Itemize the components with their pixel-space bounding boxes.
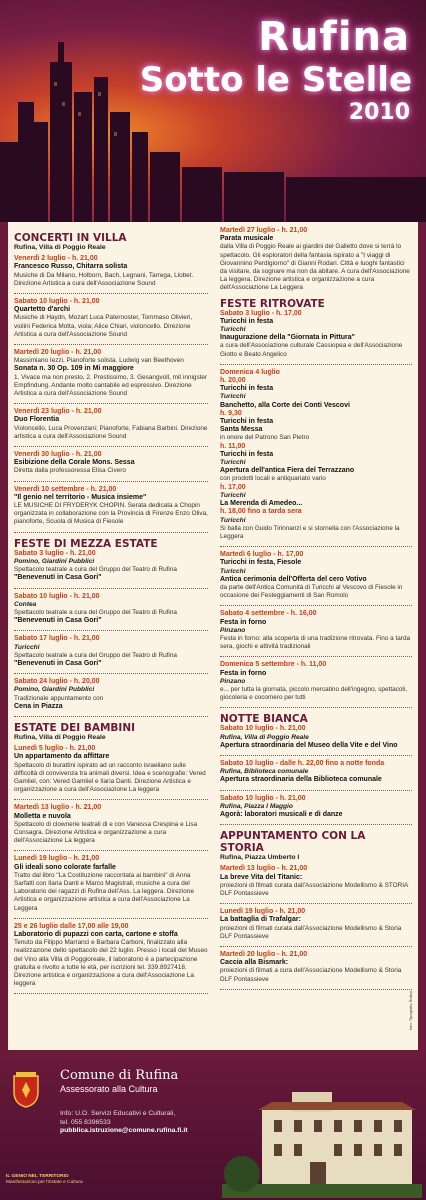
event-name: La breve Vita del Titanic: bbox=[220, 873, 303, 881]
divider bbox=[14, 716, 208, 717]
comune-name: Comune di Rufina bbox=[60, 1068, 179, 1083]
event-name: Apertura straordinaria del Museo della Vite e del Vino bbox=[220, 741, 398, 749]
event-date: Sabato 10 luglio - h. 21,00 bbox=[14, 298, 100, 306]
event-date: Lunedì 5 luglio - h. 21,00 bbox=[14, 745, 96, 753]
event-date: Sabato 3 luglio - h. 21,00 bbox=[14, 549, 96, 557]
event-line: h. 11,00 bbox=[220, 442, 246, 450]
divider bbox=[14, 799, 208, 800]
event-name: Quartetto d'archi bbox=[14, 306, 71, 314]
event-line: in onore del Patrono San Pietro bbox=[220, 434, 310, 442]
event-line: Si balla con Guido Tirinnanzi e si stornella con l'Associazione la Leggera bbox=[220, 524, 400, 540]
event-text: Violoncello, Luca Provenzani; Pianoforte, Fabiana Barbini. Direzione artistica a cura dell'Associazione Sound bbox=[14, 424, 208, 440]
event-place: Rufina, Villa di Poggio Reale bbox=[220, 733, 309, 741]
event bbox=[220, 310, 412, 359]
event-name-2: Sonata n. 30 Op. 109 in Mi maggiore bbox=[14, 365, 134, 373]
event-line: Turicchi in festa bbox=[220, 385, 274, 393]
event-place: Turicchi bbox=[220, 326, 246, 334]
event-text: Spettacolo teatrale a cura del Gruppo del Teatro di Rufina bbox=[14, 651, 177, 659]
event bbox=[220, 795, 412, 820]
event-text: Tratto dal libro "La Costituzione raccontata ai bambini" di Anna Sarfatti con Ilaria Danti e Marco Magistrali, musiche a cura del Laboratorio dei ragazzi di Rufina dell'Ass. La leggera. Direzione Artistica e organizzazione artistica a cura dell'Associazione La Leggera bbox=[14, 871, 194, 912]
event-line: con prodotti locali e antiquariato vario bbox=[220, 475, 326, 483]
assessorato: Assessorato alla Cultura bbox=[60, 1084, 158, 1094]
program-panel bbox=[8, 222, 418, 1050]
event-line: Turicchi bbox=[220, 393, 246, 401]
divider bbox=[14, 993, 208, 994]
event-text: proiezioni di filmati curata dall'Associazione Modellismo & STORIA DLF Pontassieve bbox=[220, 881, 408, 897]
section-subtitle: Rufina, Piazza Umberto I bbox=[220, 854, 300, 862]
event-name: Esibizione della Corale Mons. Sessa bbox=[14, 459, 135, 467]
section-subtitle: Rufina, Villa di Poggio Reale bbox=[14, 244, 106, 251]
event-line: h. 9,30 bbox=[220, 409, 242, 417]
divider bbox=[220, 824, 412, 825]
event-date: Sabato 24 luglio - h. 20,00 bbox=[14, 678, 100, 686]
footer bbox=[0, 1050, 426, 1200]
divider bbox=[14, 481, 208, 482]
event-name: Gli ideali sono colorate farfalle bbox=[14, 863, 116, 871]
event-line: h. 18,00 fino a tarda sera bbox=[220, 508, 302, 516]
event-name: Agorà: laboratori musicali e di danze bbox=[220, 810, 343, 818]
event-date: Lunedì 19 luglio - h. 21,00 bbox=[220, 908, 306, 916]
event-date: Venerdì 30 luglio - h. 21,00 bbox=[14, 451, 102, 459]
event-date: Venerdì 2 luglio - h. 21,00 bbox=[14, 255, 98, 263]
divider bbox=[14, 673, 208, 674]
event-name: Un appartamento da affittare bbox=[14, 753, 110, 761]
event-line: h. 20,00 bbox=[220, 377, 246, 385]
event-text: Spettacolo di clownerie teatrali di e con Vanessa Crespina e Lisa Consagra. Direzione Artistica e organizzazione a cura dell'Associazione La leggera bbox=[14, 820, 198, 845]
section-subtitle: Rufina, Villa di Poggio Reale bbox=[14, 733, 106, 741]
event-text: Tenuto da Filippo Marranci e Barbara Carboni, finalizzato alla realizzazione dello spettacolo del 22 luglio. Presso i locali del Museo del Vino alla Villa di Poggioreale, il laboratorio è a partecipazione gratuita e rivolto a tutte le età, per iscrizioni tel. 339.8927418. Direzione artistica e organizzazione a cura dell'Associazione La leggera bbox=[14, 939, 208, 988]
event-date: Domenica 5 settembre - h. 11,00 bbox=[220, 661, 327, 669]
event-date: Sabato 3 luglio - h. 17,00 bbox=[220, 309, 302, 317]
info-line-2: tel. 055 8396533 bbox=[60, 1118, 111, 1126]
event-date: Sabato 10 luglio - h. 21,00 bbox=[220, 794, 306, 802]
event-text: a cura dell'Associazione culturale Cassiopea e dell'Associazione Giotto e Beato Angelico bbox=[220, 342, 403, 358]
event-place: Pinzano bbox=[220, 677, 246, 685]
section-title: FESTE DI MEZZA ESTATE bbox=[14, 537, 158, 550]
event bbox=[220, 908, 412, 941]
divider bbox=[220, 755, 412, 756]
event bbox=[14, 923, 208, 989]
villa-photo bbox=[222, 1078, 422, 1198]
divider bbox=[14, 446, 208, 447]
event-place: Turicchi bbox=[220, 567, 246, 575]
event-name: "Benevenuti in Casa Gori" bbox=[14, 659, 102, 667]
event bbox=[220, 369, 412, 541]
event-line: Santa Messa bbox=[220, 426, 263, 434]
event-date: Sabato 4 settembre - h. 16,00 bbox=[220, 610, 317, 618]
event bbox=[14, 255, 208, 288]
event-text: Musiche di Haydn, Mozart Luca Paternoster, Tommaso Olivieri, violini Federica Motta, viola; Alice Chiari, violoncello. Direzione Artistica a cura dell'Associazione Sound bbox=[14, 314, 193, 338]
section-title: APPUNTAMENTO CON LA STORIA bbox=[220, 830, 366, 855]
event-text: Spettacolo teatrale a cura del Gruppo del Teatro di Rufina bbox=[14, 608, 177, 616]
event-line: Apertura dell'antica Fiera del Terrazzano bbox=[220, 467, 355, 475]
event-place: Pomino, Giardini Pubblici bbox=[14, 686, 95, 694]
event bbox=[14, 678, 208, 711]
event-text: LE MUSICHE DI FRYDERYK CHOPIN. Serata dedicata a Chopin organizzata in collaborazione con la Provincia di Firenze Enzo Oliva, pianoforte, Scuola di Musica di Fiesole bbox=[14, 502, 208, 526]
divider bbox=[14, 850, 208, 851]
event bbox=[14, 804, 208, 845]
event-date: Martedì 13 luglio - h. 21,00 bbox=[14, 804, 102, 812]
divider bbox=[220, 656, 412, 657]
event bbox=[14, 486, 208, 527]
event bbox=[14, 408, 208, 441]
event bbox=[14, 298, 208, 339]
event-name-2: Antica cerimonia dell'Offerta del cero Votivo bbox=[220, 575, 367, 583]
event-text: e... per tutta la giornata, piccolo mercatino dell'ingegno, spettacoli, giocoleria e cocomero per tutti bbox=[220, 685, 408, 702]
divider bbox=[220, 605, 412, 606]
event-text: proiezioni di filmati curata dall'Associazione Modellismo & Storia DLF Pontassieve bbox=[220, 924, 402, 940]
event-place: Turicchi bbox=[14, 643, 40, 651]
section-title: FESTE RITROVATE bbox=[220, 297, 325, 310]
event-date: Sabato 10 luglio - dalle h. 22,00 fino a notte fonda bbox=[220, 759, 385, 767]
event-line: Banchetto, alla Corte dei Conti Vescovi bbox=[220, 401, 350, 409]
info-line-1: Info: U.O. Servizi Educativi e Culturali, bbox=[60, 1110, 176, 1117]
event-name: "Benevenuti in Casa Gori" bbox=[14, 617, 102, 625]
photo-credit: foto: Tipografia Rufina bbox=[408, 990, 413, 1030]
event-name: Caccia alla Bismark: bbox=[220, 959, 289, 967]
event-date: Martedì 6 luglio - h. 17,00 bbox=[220, 551, 304, 559]
event-name: Apertura straordinaria della Biblioteca comunale bbox=[220, 776, 382, 784]
divider bbox=[220, 790, 412, 791]
event-place: Pinzano bbox=[220, 626, 246, 634]
title-sotto-le-stelle: Sotto le Stelle bbox=[139, 60, 412, 100]
divider bbox=[14, 532, 208, 533]
left-column bbox=[8, 222, 214, 1003]
event-text: proiezioni di filmati a cura dell'Associazione Modellismo & Storia DLF Pontassieve bbox=[220, 967, 402, 983]
event-line: La Merenda di Amedeo... bbox=[220, 500, 303, 508]
info-email-link[interactable]: pubblica.istruzione@comune.rufina.fi.it bbox=[60, 1127, 188, 1134]
event-text: Spettacolo di burattini ispirato ad un racconto israeliano sulle difficoltà di convivenza tra animali diversi. Idea e scenografie: Vered Gamliel, con: Vered Gamliel e Ilaria Danti. Direzione Artistica e organizzazione a cura dell'Associazione La leggera bbox=[14, 761, 206, 794]
event bbox=[220, 865, 412, 898]
event bbox=[220, 760, 412, 785]
event bbox=[220, 610, 412, 651]
event-text: Musiche di Da Milano, Holborn, Bach, Legnani, Tarrega, Llobet. Direzione Artistica a cura dell'Associazione Sound bbox=[14, 271, 194, 287]
event bbox=[14, 550, 208, 583]
event-text: dalla Villa di Poggio Reale ai giardini del Galletto dove si terrà lo spettacolo. Gli esploratori della fantasia ispirato a "I viaggi di Giovannino Perdigiorno" di Gianni Rodari. Città e luoghi fantastici da visitare, da sognare ma non da abitare. A cura dell'Associazione La leggera. Direzione artistica e organizzazione a cura dell'Associazione La Leggera bbox=[220, 243, 410, 292]
divider bbox=[220, 364, 412, 365]
event-line: Turicchi bbox=[220, 459, 246, 467]
event bbox=[14, 593, 208, 626]
section-title: CONCERTI IN VILLA bbox=[14, 232, 127, 244]
event-date: Martedì 27 luglio - h. 21,00 bbox=[220, 227, 308, 234]
divider bbox=[14, 630, 208, 631]
divider bbox=[14, 403, 208, 404]
event bbox=[14, 855, 208, 912]
header-banner bbox=[0, 0, 426, 222]
event bbox=[220, 551, 412, 600]
event-line: Turicchi in festa bbox=[220, 418, 274, 426]
divider bbox=[14, 588, 208, 589]
event bbox=[14, 635, 208, 668]
event-name: Festa in forno bbox=[220, 618, 267, 626]
event-name: Molletta e nuvola bbox=[14, 812, 71, 820]
event-name-2: Inaugurazione della "Giornata in Pittura" bbox=[220, 334, 355, 342]
event-name: Duo Florentia bbox=[14, 416, 60, 424]
right-column bbox=[214, 222, 418, 999]
event-name: Turicchi in festa bbox=[220, 317, 274, 325]
event-line: Turicchi bbox=[220, 491, 246, 499]
divider bbox=[220, 903, 412, 904]
event-text: Festa in forno: alla scoperta di una tradizione ritrovata. Fino a tarda sera, giochi e attività tradizionali bbox=[220, 634, 411, 651]
title-rufina: Rufina bbox=[258, 14, 410, 60]
event-name: Cena in Piazza bbox=[14, 702, 63, 710]
event bbox=[220, 951, 412, 984]
event-date: Sabato 10 luglio - h. 21,00 bbox=[14, 592, 100, 600]
event-line: Turicchi bbox=[220, 516, 246, 524]
event-text: Diretta dalla professoressa Elisa Civero bbox=[14, 467, 126, 475]
event-date: Venerdì 23 luglio - h. 21,00 bbox=[14, 408, 102, 416]
event-text: da parte dell'Antica Comunità di Turicchi al Vescovo di Fiesole in occasione dei Festeggiamenti di San Romolo bbox=[220, 583, 403, 600]
event-date: Martedì 20 luglio - h. 21,00 bbox=[14, 349, 102, 357]
event-place: Rufina, Biblioteca comunale bbox=[220, 768, 309, 776]
divider bbox=[220, 546, 412, 547]
event-name: "Benevenuti in Casa Gori" bbox=[14, 574, 102, 582]
divider bbox=[220, 707, 412, 708]
event-text: Tradizionale appuntamento con bbox=[14, 694, 104, 702]
event-text-2: 1. Vivace ma non presto, 2. Prestissimo, 3. Gesangvoll, mit innigster Empfindung. Andante molto cantabile ed espressivo. Direzione Artistica a cura dell'Associazione Sound bbox=[14, 373, 208, 398]
event-place: Pomino, Giardini Pubblici bbox=[14, 557, 95, 565]
event-name: Festa in forno bbox=[220, 669, 267, 677]
section-title: ESTATE DEI BAMBINI bbox=[14, 721, 136, 734]
event-line: h. 17,00 bbox=[220, 483, 246, 491]
event-name: Francesco Russo, Chitarra solista bbox=[14, 263, 128, 271]
genio-line-2: Manifestazioni per l'Estate e Cultura bbox=[6, 1180, 83, 1185]
event-text: Massimiano Iezzi, Pianoforte solista. Ludwig van Beethoven bbox=[14, 357, 184, 365]
divider bbox=[14, 344, 208, 345]
event bbox=[14, 745, 208, 794]
divider bbox=[14, 918, 208, 919]
event-date: Martedì 13 luglio - h. 21,00 bbox=[220, 865, 308, 873]
event bbox=[220, 661, 412, 702]
event bbox=[220, 725, 412, 750]
event-date: Lunedì 19 luglio - h. 21,00 bbox=[14, 855, 100, 863]
event-date: Martedì 20 luglio - h. 21,00 bbox=[220, 951, 308, 959]
event-place: Contea bbox=[14, 600, 37, 608]
event-date: Sabato 10 luglio - h. 21,00 bbox=[220, 725, 306, 733]
event-place: Rufina, Piazza I Maggio bbox=[220, 802, 293, 810]
event-date: 25 e 26 luglio dalle 17,00 alle 19,00 bbox=[14, 922, 129, 930]
event bbox=[14, 349, 208, 398]
footer-info bbox=[60, 1110, 187, 1136]
genio-logo bbox=[6, 1174, 83, 1186]
event-date: Domenica 4 luglio bbox=[220, 368, 280, 376]
event-name: "Il genio nel territorio - Musica insieme" bbox=[14, 493, 147, 501]
event bbox=[220, 227, 412, 293]
event-line: Turicchi in festa bbox=[220, 450, 274, 458]
event-date: Sabato 17 luglio - h. 21,00 bbox=[14, 635, 100, 643]
section-title: NOTTE BIANCA bbox=[220, 713, 308, 726]
event-name: Laboratorio di pupazzi con carta, cartone e stoffa bbox=[14, 931, 178, 938]
event bbox=[14, 451, 208, 476]
event-name: Turicchi in festa, Fiesole bbox=[220, 559, 302, 567]
title-year: 2010 bbox=[348, 100, 410, 125]
divider bbox=[14, 293, 208, 294]
genio-line-1: IL GENIO NEL TERRITORIO bbox=[6, 1174, 69, 1179]
event-name: La battaglia di Trafalgar: bbox=[220, 916, 301, 924]
comune-crest-icon bbox=[12, 1072, 40, 1108]
divider bbox=[220, 946, 412, 947]
event-date: Venerdì 10 settembre - h. 21,00 bbox=[14, 485, 117, 493]
divider bbox=[220, 989, 412, 990]
event-text: Spettacolo teatrale a cura del Gruppo del Teatro di Rufina bbox=[14, 566, 177, 574]
event-name: Parata musicale bbox=[220, 235, 274, 243]
